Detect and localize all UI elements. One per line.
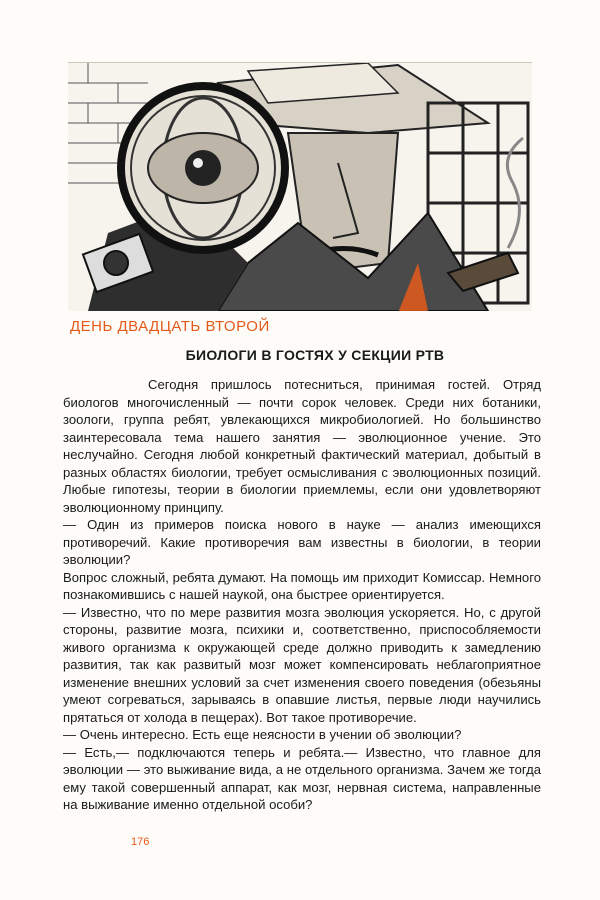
section-label: ДЕНЬ ДВАДЦАТЬ ВТОРОЙ [70,318,270,335]
article-body [63,376,541,814]
paragraph-kids: — Есть,— подключаются теперь и ребята.— Известно, что главное для эволюции — это выживание вида, а не отдельного организма. Зачем же тогда ему такой совершенный аппарат, как мозг, нервная система, направленные на выживание именно отдельной особи? [63,744,541,812]
article-title: БИОЛОГИ В ГОСТЯХ У СЕКЦИИ РТВ [185,347,445,363]
paragraph-intro: Сегодня пришлось потесниться, принимая гостей. Отряд биологов многочисленный — почти сорок человек. Среди них ботаники, зоологи, группа ребят, увлекающихся микробиологией. Но большинство заинтересовала тема нашего занятия — эволюционное учение. Это неслучайно. Сегодня любой конкретный фактический материал, добытый в разных областях биологии, требует осмысливания с эволюционных позиций. Любые гипотезы, теории в биологии приемлемы, если они удовлетворяют эволюционному принципу. [63,377,541,515]
page-number: 176 [131,836,150,848]
paragraph-interesting: — Очень интересно. Есть еще неясности в учении об эволюции? [63,727,462,742]
paragraph-contradiction: — Известно, что по мере развития мозга эволюция ускоряется. Но, с другой стороны, развитие мозга, психики и, соответственно, приспособляемости живого организма к окружающей среде должно приводить к замедлению развития, так как развитый мозг может компенсировать неблагоприятное изменение внешних условий за счет изменения своего поведения (обезьяны умеют согреваться, зарываясь в опавшие листья, первые люди научились прятаться от холода в пещерах). Вот такое противоречие. [63,604,541,725]
detective-illustration [68,62,532,311]
magnifier-detective-icon [68,63,532,311]
paragraph-commissar: Вопрос сложный, ребята думают. На помощь им приходит Комиссар. Немного познакомившись с нашей наукой, она быстрее ориентируется. [63,569,541,602]
paragraph-question: — Один из примеров поиска нового в науке — анализ имеющихся противоречий. Какие противоречия вам известны в биологии, в теории эволюции? [63,517,541,567]
